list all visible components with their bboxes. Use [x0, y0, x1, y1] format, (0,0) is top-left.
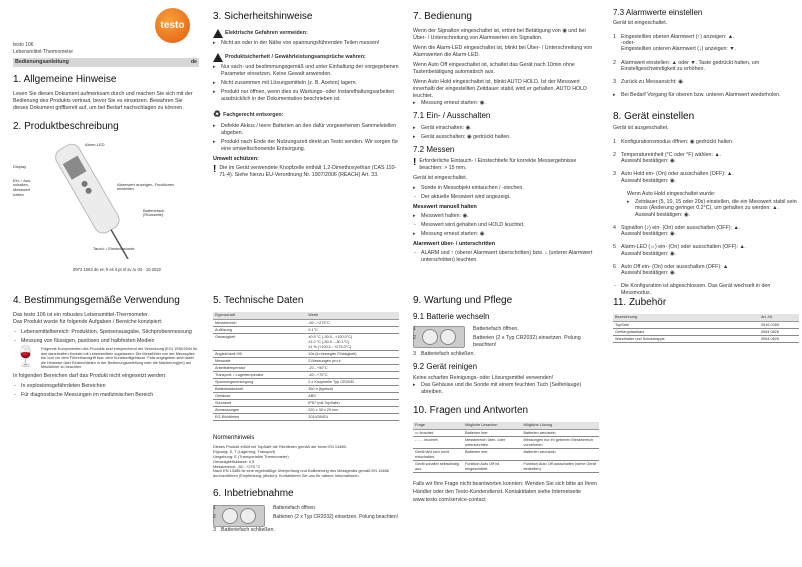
- step: [213, 514, 399, 521]
- depth-note: Erforderliche Eintauch- / Einstechtiefe für korrekte Messergebnisse beachten: > 15 mm.: [419, 158, 577, 172]
- table-cell: Arbeitstemperatur: [213, 365, 306, 372]
- list-item: - ALARM und ↑ (oberer Alarmwert überschritten) bzw. ↓ (unterer Alarmwert unterschritten) leuchten.: [413, 250, 599, 264]
- step-number: 3: [413, 350, 416, 357]
- faq-footer: Falls wir Ihre Frage nicht beantworten konnten: Wenden Sie sich bitte an Ihren Händler oder den Testo-Kundendienst. Kontaktdaten siehe Internetseite www.testo.com/service-contact: [413, 481, 597, 504]
- section-5-title: 5. Technische Daten: [213, 295, 304, 306]
- table-cell: Schutzart: [213, 400, 306, 407]
- list-item: - Lebensmittelbereich: Produktion, Speisenausgabe, Stichprobenmessung: [13, 329, 199, 336]
- tech-data-table: [213, 312, 399, 421]
- table-cell: Batterien leer.: [463, 449, 521, 461]
- table-cell: - - - - leuchtet.: [413, 437, 463, 449]
- warning-icon: [213, 29, 223, 38]
- column-header: Bezeichnung: [613, 314, 759, 322]
- section-7-title: 7. Bedienung: [413, 11, 472, 22]
- recycle-icon: ♻: [213, 109, 222, 120]
- table-cell: Angleichzeit t99: [213, 351, 306, 358]
- section-9-1-title: 9.1 Batterie wechseln: [413, 312, 490, 322]
- table-cell: Gefriergutaufsatz: [613, 329, 759, 336]
- table-cell: Messbereich: [213, 320, 306, 327]
- table-cell: Gerät läßt sich nicht einschalten.: [413, 449, 463, 461]
- column-5: [13, 294, 199, 401]
- section-9-2-title: 9.2 Gerät reinigen: [413, 361, 478, 371]
- table-cell: Transport- / Lagertemperatur: [213, 372, 306, 379]
- column-header: Mögliche Lösung: [521, 422, 599, 430]
- list-item: ▸ Messung erneut starten: ◉.: [413, 231, 599, 238]
- column-6: [213, 294, 399, 536]
- table-cell: Batteriestandzeit: [213, 386, 306, 393]
- list-item: ▸ Nicht an oder in der Nähe von spannungsführenden Teilen messen!: [213, 40, 399, 47]
- table-row: [213, 334, 399, 351]
- table-row: [413, 437, 599, 449]
- step-number: 5: [613, 244, 616, 251]
- list-item: ▸ Defekte Akkus / leere Batterien an den dafür vorgesehenen Sammelstellen abgeben.: [213, 123, 399, 137]
- table-cell: Batterien wechseln.: [521, 430, 599, 437]
- section-7-2-title: 7.2 Messen: [413, 144, 455, 154]
- step-number: 1: [413, 325, 416, 332]
- paragraph: Wenn die Alarm-LED eingeschaltet ist, blinkt bei Über- / Unterschreitung von Alarmwerten die Alarm-LED.: [413, 45, 593, 59]
- table-cell: Batterien wechseln.: [521, 449, 599, 461]
- step: [613, 34, 799, 53]
- norm-line: Messbereich: -50...+275 °C: [213, 463, 261, 469]
- step-number: 3: [613, 79, 616, 86]
- table-cell: 220 x 35 x 20 mm: [306, 407, 399, 414]
- list-item: - Der aktuelle Messwert wird angezeigt.: [413, 194, 599, 201]
- label-probe: Tauch- / Einstechsonde: [93, 245, 135, 251]
- section-2-title: 2. Produktbeschreibung: [13, 121, 119, 133]
- table-cell: Gerät schaltet selbständig aus.: [413, 461, 463, 473]
- table-row: [213, 414, 399, 421]
- hold-title: Messwert manuell halten: [413, 204, 477, 211]
- section-7-3-title: 7.3 Alarmwerte einstellen: [613, 8, 703, 17]
- step: [613, 152, 799, 165]
- norm-line: Umgebung: E (Transportable Thermometer): [213, 453, 289, 459]
- language-code: de: [190, 59, 197, 66]
- table-row: [213, 351, 399, 358]
- column-header: Frage: [413, 422, 463, 430]
- table-cell: TopSafe: [613, 322, 759, 329]
- step-text: Zurück zu Messansicht: ◉.: [621, 79, 685, 86]
- table-cell: Funktion Auto Off ist eingeschaltet.: [463, 461, 521, 473]
- table-row: [213, 386, 399, 393]
- table-cell: 2 x Knopfzelle Typ CR2032: [306, 379, 399, 386]
- step-number: 1: [613, 138, 616, 145]
- column-7: [413, 294, 599, 508]
- step: [613, 264, 799, 277]
- table-cell: 0554 0826: [759, 329, 799, 336]
- step-text: Batterien (2 x Typ CR2032) einsetzen. Polung beachten!: [273, 514, 398, 520]
- step: [613, 60, 799, 73]
- table-row: [413, 449, 599, 461]
- state-text: Gerät ist eingeschaltet.: [613, 19, 668, 26]
- table-cell: ▭ leuchtet.: [413, 430, 463, 437]
- step-number: 1: [613, 33, 616, 40]
- step-text: Alarmwert einstellen: ▲ oder ▼. Taste gedrückt halten, um Einstellgeschwindigkeit zu erhöhen.: [621, 59, 760, 72]
- table-row: [213, 400, 399, 407]
- table-row: [613, 322, 799, 329]
- list-item: - Messwert wird gehalten und HOLD leuchtet.: [413, 222, 599, 229]
- step-number: 2: [413, 334, 416, 341]
- table-row: [213, 320, 399, 327]
- step-text: Batteriefach öffnen.: [473, 325, 519, 332]
- column-header: Werte: [306, 312, 399, 320]
- label-battery: Batteriefach (Rückseite): [143, 207, 165, 218]
- table-cell: 0516 0265: [759, 322, 799, 329]
- step-text: Auto Off ein- (On) oder ausschalten (OFF): ▲ Auswahl bestätigen: ◉.: [621, 263, 729, 277]
- table-cell: 10s (in bewegter Flüssigkeit): [306, 351, 399, 358]
- table-cell: 350 h (typisch): [306, 386, 399, 393]
- step: [213, 527, 399, 534]
- table-cell: 2014/30/EU: [306, 414, 399, 421]
- step-text: Temperatureinheit (°C oder °F) wählen: ▲. Auswahl bestätigen: ◉.: [621, 151, 722, 165]
- norm-text: [213, 445, 399, 479]
- norm-line: Eignung: S, T (Lagerung, Transport): [213, 448, 276, 454]
- accessories-table: [613, 314, 799, 343]
- step: [613, 171, 799, 184]
- list-item: - Messung von flüssigen, pastösen und halbfesten Medien: [13, 338, 199, 345]
- step-number: 6: [613, 263, 616, 270]
- table-row: [613, 329, 799, 336]
- table-cell: Funktion Auto Off ausschalten (siehe Gerät einstellen).: [521, 461, 599, 473]
- table-row: [413, 461, 599, 473]
- step: [213, 505, 399, 512]
- section-4-title: 4. Bestimmungsgemäße Verwendung: [13, 295, 180, 306]
- list-item: ▸ Sonde in Messobjekt eintauchen / -stechen.: [413, 185, 599, 192]
- table-cell: IP67 (mit TopSafe): [306, 400, 399, 407]
- list-item: ▸ Das Gehäuse und die Sonde mit einem feuchten Tuch (Seifenlauge) abreiben.: [413, 382, 599, 396]
- table-cell: 2 Messungen pro s: [306, 358, 399, 365]
- column-header: Art.-Nr.: [759, 314, 799, 322]
- list-item: ▸ Gerät einschalten: ◉.: [413, 125, 599, 132]
- section-9-title: 9. Wartung und Pflege: [413, 295, 513, 306]
- paragraph: Wenn der Signalton eingeschaltet ist, ertönt bei Betätigung von ◉ und bei Über- / Unterschreitung von Alarmwerten ein Signalton.: [413, 28, 586, 42]
- list-item: ▸ Gerät ausschalten: ◉ gedrückt halten.: [413, 134, 599, 141]
- table-cell: ABS: [306, 393, 399, 400]
- battery-steps: [413, 326, 599, 351]
- step: [613, 139, 799, 145]
- norm-line: Nach EN 13485 ist eine regelmäßige Überprüfung und Kalibrierung des Messgeräts gemäß EN 13486 durchzuführen (Empfehlung: jährlich). Kontaktieren Sie uns für nähere Informationen.: [213, 468, 389, 479]
- step-text: Alarm-LED (☼) ein- (On) oder ausschalten (OFF): ▲. Auswahl bestätigen: ◉.: [621, 244, 747, 257]
- table-cell: Auflösung: [213, 327, 306, 334]
- thermometer-illustration: [13, 139, 199, 259]
- label-display: Display: [13, 163, 27, 169]
- column-header: Mögliche Ursachen: [463, 422, 521, 430]
- state-text: Gerät ist ausgeschaltet.: [613, 124, 669, 131]
- table-cell: Batterien leer.: [463, 430, 521, 437]
- paragraph: Keine scharfen Reinigungs- oder Lösungsmittel verwenden!: [413, 375, 554, 382]
- label-onoff: Ein- / Aus-schalten, Messwert halten: [13, 177, 32, 197]
- table-cell: Messungen nur im gebenen Messbereich vornehmen.: [521, 437, 599, 449]
- paragraph: Das testo 106 ist ein robustes Lebensmittel-Thermometer.: [13, 312, 150, 319]
- step-number: 2: [213, 514, 216, 520]
- column-8: [613, 296, 799, 343]
- step-number: 1: [213, 505, 216, 512]
- table-cell: -20...+50°C: [306, 365, 399, 372]
- step-number: 4: [613, 224, 616, 231]
- step: [613, 244, 799, 257]
- step: [413, 326, 599, 333]
- norm-line: Dieses Produkt erfüllt mit TopSafe die Richtlinien gemäß der Norm EN 13485:: [213, 444, 347, 450]
- table-cell: EG-Richtlinien: [213, 414, 306, 421]
- manual-bar: [13, 58, 199, 67]
- section-8-title: 8. Gerät einstellen: [613, 110, 695, 122]
- table-cell: Abmessungen: [213, 407, 306, 414]
- step: [613, 225, 799, 238]
- disposal-heading: [213, 109, 399, 121]
- product-name: testo 106: [13, 42, 34, 48]
- table-cell: Gehäuse: [213, 393, 306, 400]
- paragraph: Wenn Auto Off eingeschaltet ist, schaltet das Gerät nach 10min ohne Tastenbetätigung automatisch aus.: [413, 62, 575, 76]
- warning-icon: [213, 53, 223, 62]
- product-subtitle: Lebensmittel-Thermometer: [13, 48, 74, 55]
- warning-product: [213, 53, 399, 62]
- list-item: - Für diagnostische Messungen im medizinischen Bereich: [13, 392, 199, 399]
- table-cell: 0554 0825: [759, 336, 799, 343]
- environment-text: Die im Gerät verwendete Knopfzelle enthält 1,2-Dimethoxyethan (CAS 110-71-4). Siehe hierzu EU-Verordnung Nr. 1907/2006 (REACH) Art. 33.: [219, 165, 397, 179]
- state-text: Gerät ist eingeschaltet.: [413, 175, 468, 182]
- table-cell: 0.1°C: [306, 327, 399, 334]
- list-item: ▸ Messung erneut starten: ◉.: [413, 100, 599, 107]
- list-item: ▸ Zeitdauer (5, 10, 15 oder 20s) einstellen, die ein Messwert stabil sein muss (Änderung geringer 0,2°C), um gehalten zu werden: ▲. Auswahl bestätigen: ◉.: [627, 199, 799, 218]
- warning-electric-title: Elektrische Gefahren vermeiden:: [225, 30, 308, 37]
- section-10-title: 10. Fragen und Antworten: [413, 405, 529, 417]
- table-row: [213, 327, 399, 334]
- step-number: 2: [613, 59, 616, 66]
- step: [613, 79, 799, 85]
- label-alarm-keys: Alarmwert anzeigen, Funktionen einstellen: [117, 181, 175, 192]
- paragraph: Wenn Auto Hold eingeschaltet ist, blinkt AUTO HOLD. Ist der Messwert innerhalb der eingestellten Zeitdauer stabil, wird er gehalten. AUTO HOLD leuchtet.: [413, 79, 587, 100]
- column-2: [213, 10, 399, 182]
- step-text: Batteriefach schließen.: [421, 350, 475, 357]
- table-row: [213, 407, 399, 414]
- food-contact-note: [13, 347, 199, 370]
- section-1-title: 1. Allgemeine Hinweise: [13, 74, 117, 86]
- warning-product-title: Produktsicherheit / Gewährleistungsansprüche wahren:: [225, 54, 366, 61]
- label-alarm-led: Alarm-LED: [85, 141, 105, 147]
- list-item: ▸ Nur sach- und bestimmungsgemäß und unter Einhaltung der vorgegebenen Parameter einsetzen. Keine Gewalt anwenden.: [213, 64, 399, 78]
- list-item: ▸ Messwert halten: ◉.: [413, 213, 599, 220]
- table-cell: ±0.5 °C (-30.0...+100.0°C) ±1.0 °C (-50.0...-30.1°C) ±1 % (+100.1...+275.0°C): [306, 334, 399, 351]
- paragraph: Das Produkt wurde für folgende Aufgaben / Bereiche konzipiert:: [13, 319, 163, 326]
- table-cell: Genauigkeit: [213, 334, 306, 351]
- section-6-title: 6. Inbetriebnahme: [213, 488, 294, 500]
- step: [413, 351, 599, 358]
- step-text: Auto Hold ein- (On) oder ausschalten (OFF): ▲. Auswahl bestätigen: ◉.: [621, 171, 734, 184]
- manual-label: Bedienungsanleitung: [15, 59, 69, 66]
- step-text: Batteriefach öffnen.: [273, 505, 317, 512]
- table-cell: Spannungsversorgung: [213, 379, 306, 386]
- table-row: [613, 336, 799, 343]
- norm-title: Normenhinweis: [213, 435, 255, 442]
- step-number: 3: [613, 171, 616, 178]
- document-number: 0973 1063 de en fr es it pt nl sv ru 04 - 10.2022: [73, 266, 161, 272]
- table-row: [413, 430, 599, 437]
- section-7-1-title: 7.1 Ein- / Ausschalten: [413, 111, 491, 121]
- step-number: 3: [213, 527, 216, 534]
- column-4: [613, 8, 799, 303]
- table-cell: -40...+70°C: [306, 372, 399, 379]
- column-3: [413, 10, 599, 266]
- table-row: [213, 379, 399, 386]
- table-row: [213, 358, 399, 365]
- list-item: ▸ Nicht zusammen mit Lösungsmitteln (z. B. Aceton) lagern.: [213, 80, 399, 87]
- food-note-text: Folgende Komponenten des Produkts sind entsprechend der Verordnung (EG) 1935/2004 für den dauerhaften Kontakt mit Lebensmitteln zugelassen: Die Messfühler von der Messspitze bis 1cm vor dem Führerhandgriff bzw. dem Kunststoffgehäuse. Falls angegeben sind dabei die Hinweise über Einstechtiefen in der Bedienungsanleitung oder die Markierung(en) am Messfühler zu beachten.: [40, 347, 198, 370]
- table-cell: Wandhalter und Schutzkappe: [613, 336, 759, 343]
- testo-logo: testo: [155, 8, 190, 43]
- table-cell: -50...+275°C: [306, 320, 399, 327]
- table-cell: Messrate: [213, 358, 306, 365]
- step-text: Eingestellten oberen Alarmwert (↑) anzeigen: ▲. -oder- Eingestellten unteren Alarmwert (↓) anzeigen: ▼.: [621, 33, 737, 53]
- environment-title: Umwelt schützen:: [213, 155, 259, 162]
- table-row: [213, 393, 399, 400]
- table-cell: Messbereich über- oder unterschritten.: [463, 437, 521, 449]
- list-item: ▸ Bei Bedarf Vorgang für oberen bzw. unteren Alarmwert wiederholen.: [613, 92, 799, 98]
- section-1-text: Lesen Sie dieses Dokument aufmerksam durch und machen Sie sich mit der Bedienung des Produkts vertraut, bevor Sie es einsetzen. Bewahren Sie dieses Dokument griffbereit auf, um bei Bedarf nachschlagen zu können.: [13, 91, 193, 112]
- alarm-title: Alarmwert über- / unterschritten: [413, 241, 496, 248]
- warning-electric: [213, 29, 399, 38]
- list-item: ▸ Produkt nach Ende der Nutzungszeit direkt an Testo senden. Wir sorgen für eine umweltschonende Entsorgung.: [213, 139, 399, 153]
- product-diagram: [13, 139, 199, 259]
- step-text: Konfigurationsmodus öffnen: ◉ gedrückt halten.: [621, 138, 734, 145]
- battery-steps: [213, 505, 399, 527]
- table-row: [213, 372, 399, 379]
- step: [413, 335, 599, 349]
- section-11-title: 11. Zubehör: [613, 297, 667, 308]
- faq-table: [413, 422, 599, 473]
- column-1: [13, 8, 199, 272]
- step-number: 2: [613, 151, 616, 158]
- norm-line: Genauigkeitsklasse: 0,5: [213, 458, 255, 464]
- column-header: Eigenschaft: [213, 312, 306, 320]
- exclamation-icon: !: [213, 164, 217, 176]
- step-text: Batteriefach schließen.: [221, 527, 275, 534]
- table-row: [213, 365, 399, 372]
- paragraph: In folgenden Bereichen darf das Produkt nicht eingesetzt werden:: [13, 372, 167, 379]
- list-item: - Die Konfiguration ist abgeschlossen. Das Gerät wechselt in den Messmodus.: [613, 283, 799, 296]
- autohold-note: Wenn Auto Hold eingeschaltet wurde:: [627, 191, 716, 197]
- list-item: ▸ Produkt nur öffnen, wenn dies zu Wartungs- oder Instandhaltungsarbeiten ausdrücklich in der Dokumentation beschrieben ist.: [213, 89, 399, 103]
- exclamation-icon: !: [413, 157, 417, 169]
- step-text: Signalton (♪) ein- (On) oder ausschalten (OFF): ▲. Auswahl bestätigen: ◉.: [621, 224, 741, 238]
- list-item: - In explosionsgefährdeten Bereichen: [13, 383, 199, 390]
- food-safe-icon: 🍷: [13, 346, 38, 369]
- section-3-title: 3. Sicherheitshinweise: [213, 11, 313, 22]
- disposal-title: Fachgerecht entsorgen:: [223, 111, 284, 118]
- step-text: Batterien (2 x Typ CR2032) einsetzen. Polung beachten!: [473, 334, 581, 348]
